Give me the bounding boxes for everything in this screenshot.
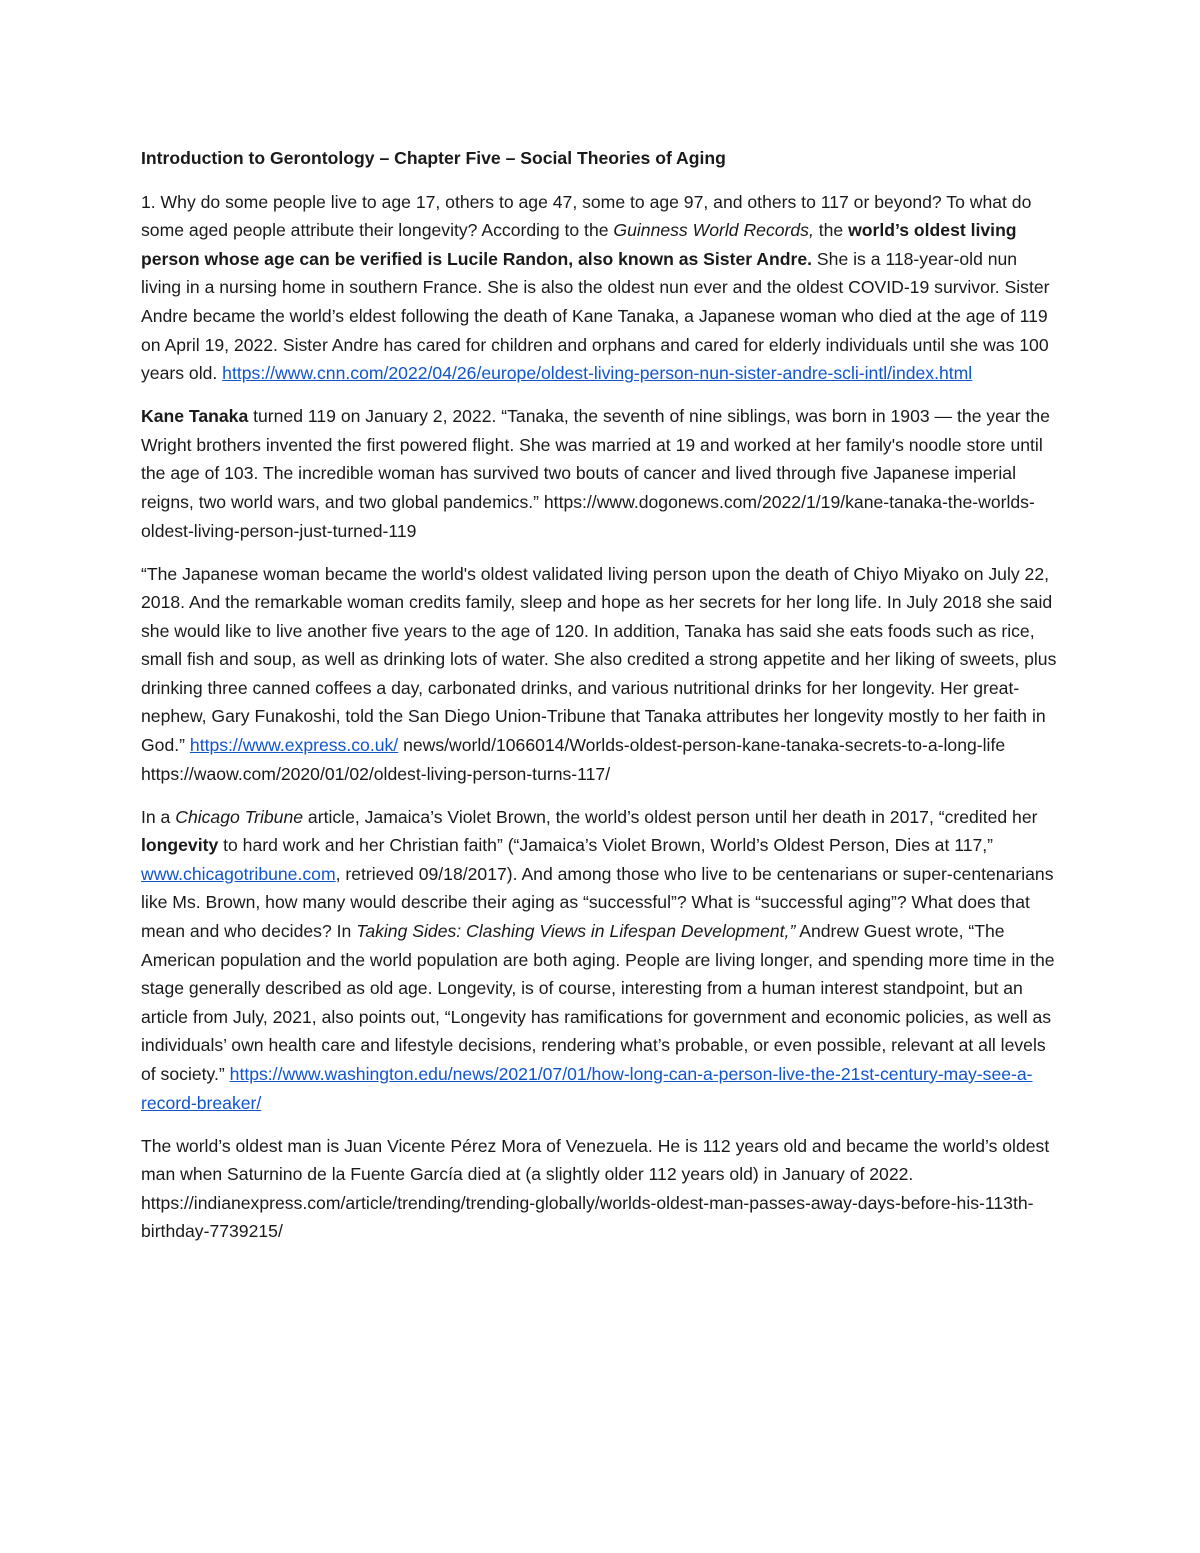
p1-text-e: She is a 118-year-old nun living in a nursing home in southern France. She is also the oldest nun ever and the oldest COVID-19 survivor. Sister Andre became the world’s eldest following the death of Kane Tanaka, a Japanese woman who died at the age of 119 on April 19, 2022. Sister Andre has cared for children and orphans and cared for elderly individuals until she was 100 years old. (141, 248, 1050, 384)
p4-text-a: In a (141, 806, 176, 827)
p3-text-a: “The Japanese woman became the world's oldest validated living person upon the death of Chiyo Miyako on July 22, 2018. And the remarkable woman credits family, sleep and hope as her secrets for her long life. In July 2018 she said she would like to live another five years to the age of 120. In addition, Tanaka has said she eats foods such as rice, small fish and soup, as well as drinking lots of water. She also credited a strong appetite and her liking of sweets, plus drinking three canned coffees a day, carbonated drinks, and various nutritional drinks for her longevity. Her great-nephew, Gary Funakoshi, told the San Diego Union-Tribune that Tanaka attributes her longevity mostly to her faith in God.” (141, 563, 1057, 756)
p4-taking-sides-italic: Taking Sides: Clashing Views in Lifespan Development,” (356, 921, 796, 942)
p1-guinness-italic: Guinness World Records, (613, 220, 814, 241)
document-title: Introduction to Gerontology – Chapter Five – Social Theories of Aging (141, 148, 726, 168)
p2-dogonews-url: https://www.dogonews.com/2022/1/19/kane-tanaka-the-worlds-oldest-living-person-just-turned-119 (141, 491, 1035, 541)
p2-text-b: turned 119 on January 2, 2022. “Tanaka, the seventh of nine siblings, was born in 1903 — the year the Wright brothers invented the first powered flight. She was married at 19 and worked at her family's noodle store until the age of 103. The incredible woman has survived two bouts of cancer and lived through five Japanese imperial reigns, two world wars, and two global pandemics.” (141, 406, 1050, 512)
p4-text-c: article, Jamaica’s Violet Brown, the world’s oldest person until her death in 2017, “credited her (303, 806, 1038, 827)
p1-text-a: 1. Why do some people live to age 17, others to age 47, some to age 97, and others to 117 or beyond? To what do some aged people attribute their longevity? According to the (141, 191, 1032, 241)
paragraph-sister-andre (141, 188, 1060, 388)
p4-text-e: to hard work and her Christian faith” (“Jamaica’s Violet Brown, World’s Oldest Person, Dies at 117,” (218, 835, 994, 856)
p5-text: The world’s oldest man is Juan Vicente Pérez Mora of Venezuela. He is 112 years old and became the world’s oldest man when Saturnino de la Fuente García died at (a slightly older 112 years old) in January of 2022. https://indianexpress.com/article/trending/trending-globally/worlds-oldest-man-passes-away-days-before-his-113th-birthday-7739215/ (141, 1135, 1050, 1242)
paragraph-kane-tanaka (141, 402, 1060, 545)
cnn-link[interactable]: https://www.cnn.com/2022/04/26/europe/oldest-living-person-nun-sister-andre-scli-intl/index.html (222, 363, 973, 384)
p4-text-h: Andrew Guest wrote, “The American population and the world population are both aging. People are living longer, and spending more time in the stage generally described as old age. Longevity, is of course, interesting from a human interest standpoint, but an article from July, 2021, also points out, “Longevity has ramifications for government and economic policies, as well as individuals’ own health care and lifestyle decisions, rendering what’s probable, or even possible, relevant at all levels of society.” (141, 921, 1055, 1084)
washington-link[interactable]: https://www.washington.edu/news/2021/07/01/how-long-can-a-person-live-the-21st-century-may-see-a-record-breaker/ (141, 1063, 1033, 1113)
paragraph-violet-brown (141, 803, 1060, 1118)
p2-kane-tanaka-bold: Kane Tanaka (141, 406, 249, 427)
p1-text-c: the (813, 220, 849, 241)
paragraph-oldest-man (141, 1132, 1060, 1246)
p3-waow-url: https://waow.com/2020/01/02/oldest-living-person-turns-117/ (141, 763, 611, 784)
p1-bold-statement: world’s oldest living person whose age can be verified is Lucile Randon, also known as Sister Andre. (141, 220, 1017, 269)
p4-chicago-tribune-italic: Chicago Tribune (175, 806, 304, 827)
chicagotribune-link[interactable]: www.chicagotribune.com (141, 863, 336, 884)
p4-longevity-bold: longevity (141, 835, 219, 856)
paragraph-tanaka-secrets (141, 560, 1060, 789)
express-link[interactable]: https://www.express.co.uk/ (189, 735, 399, 756)
p4-text-f: , retrieved 09/18/2017). And among those who live to be centenarians or super-centenarians like Ms. Brown, how many would describe their aging as “successful”? What is “successful aging”? What does that mean and who decides? In (141, 863, 1054, 942)
p3-text-b: news/world/1066014/Worlds-oldest-person-kane-tanaka-secrets-to-a-long-life (398, 735, 1006, 756)
